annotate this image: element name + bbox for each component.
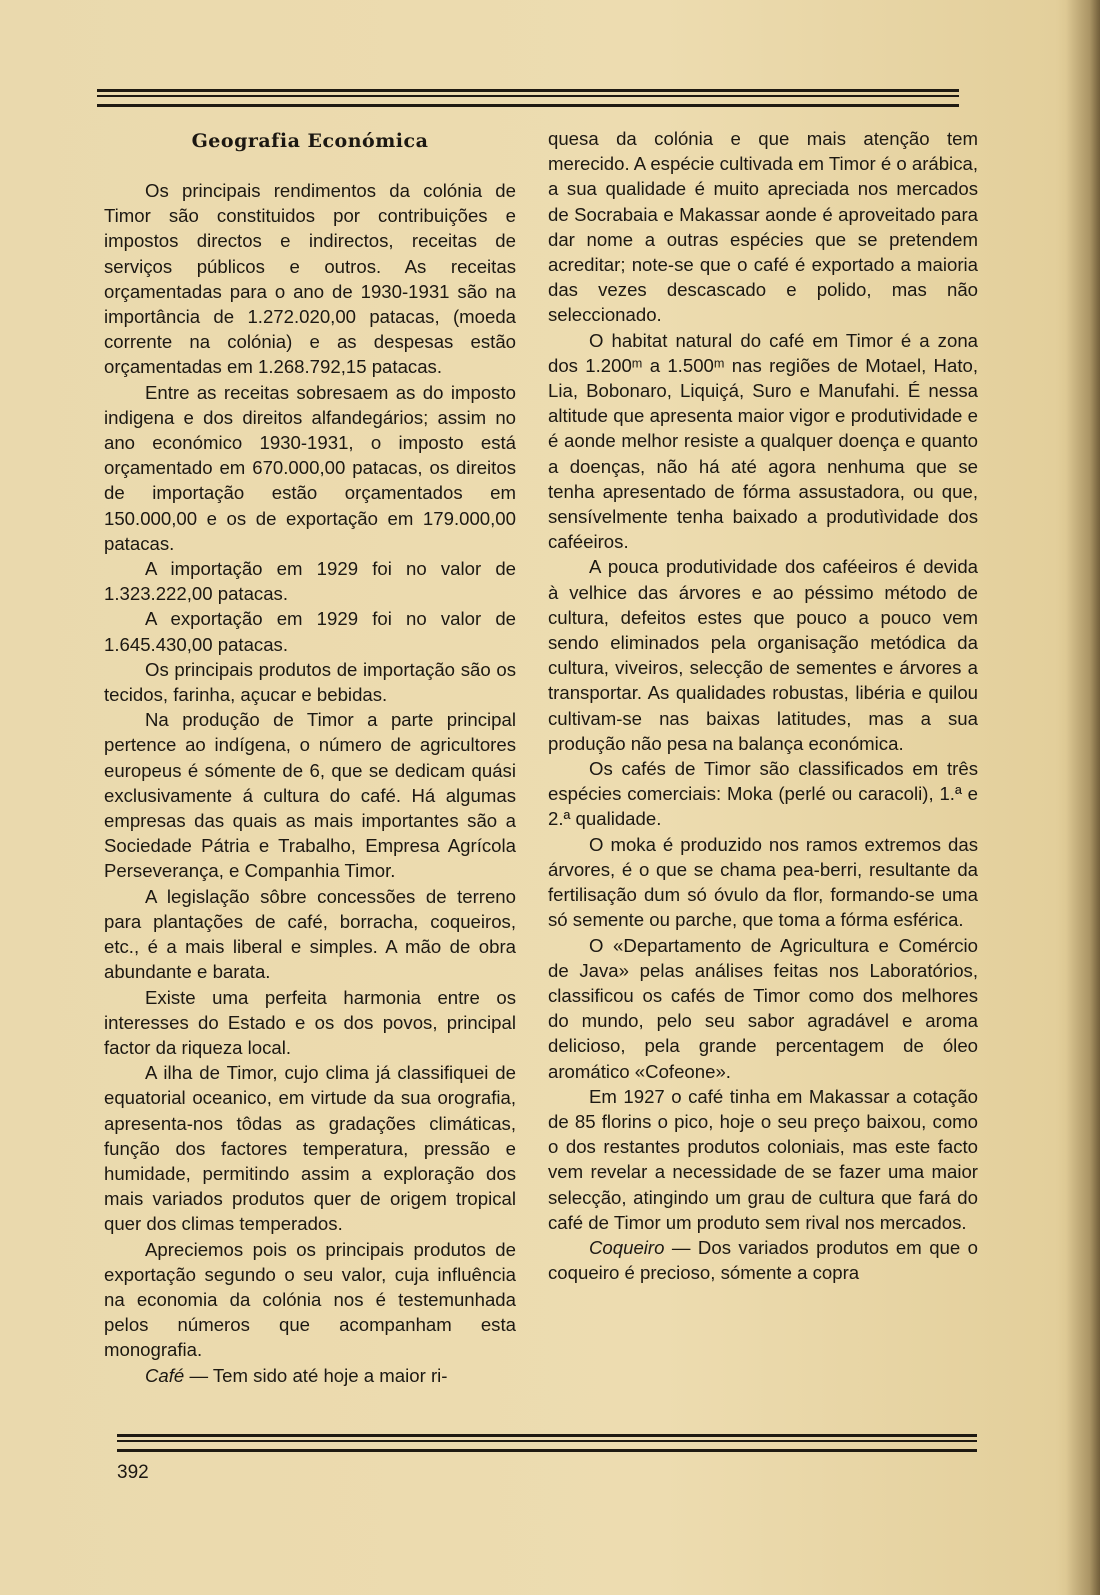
paragraph xyxy=(104,985,516,1061)
paragraph xyxy=(104,657,516,707)
paragraph-text: Apreciemos pois os principais produtos de exportação segundo o seu valor, cuja influência na economia da colónia nos é testemunhada pelos números que acompanham esta monografia. xyxy=(104,1238,516,1361)
page-number: 392 xyxy=(117,1462,149,1483)
paragraph-text: — Tem sido até hoje a maior ri- xyxy=(184,1364,448,1386)
bottom-rule xyxy=(117,1434,977,1452)
paragraph-text: Os cafés de Timor são classificados em três espécies comerciais: Moka (perlé ou caracoli), 1.ª e 2.ª qualidade. xyxy=(548,758,978,830)
paragraph-text: A ilha de Timor, cujo clima já classifiquei de equatorial oceanico, em virtude da sua orografia, apresenta-nos tôdas as gradações climáticas, função dos factores temperatura, pressão e humidade, permitindo assim a exploração dos mais variados produtos quer de origem tropical quer dos climas temperados. xyxy=(104,1062,516,1235)
paragraph-text: O «Departamento de Agricultura e Comércio de Java» pelas análises feitas nos Laboratórios, classificou os cafés de Timor como dos melhores do mundo, pelo seu sabor agradável e aroma delicioso, pela grande percentagem de óleo aromático «Cofeone». xyxy=(548,934,978,1082)
paragraph-text: Os principais rendimentos da colónia de Timor são constituidos por contribuições e impostos directos e indirectos, receitas de serviços públicos e outros. As receitas orçamentadas para o ano de 1930-1931 são na importância de 1.272.020,00 patacas, (moeda corrente na colónia) e as despesas estão orçamentadas em 1.268.792,15 patacas. xyxy=(104,180,516,378)
paragraph xyxy=(104,1237,516,1363)
paragraph xyxy=(548,1084,978,1235)
paragraph xyxy=(104,1363,516,1388)
paragraph xyxy=(548,832,978,933)
section-heading: Geografia Económica xyxy=(191,130,429,152)
paragraph xyxy=(548,1235,978,1285)
paragraph-text: O moka é produzido nos ramos extremos das árvores, é o que se chama pea-berri, resultante da fertilisação dum só óvulo da flor, formando-se uma só semente ou parche, que toma a fórma esférica. xyxy=(548,833,978,931)
paragraph-lead: Coqueiro xyxy=(589,1236,665,1258)
paragraph-text: — Dos variados produtos em que o coqueiro é precioso, sómente a copra xyxy=(548,1236,978,1284)
paragraph-text: Existe uma perfeita harmonia entre os interesses do Estado e os dos povos, principal factor da riqueza local. xyxy=(104,986,516,1058)
paragraph xyxy=(104,178,516,380)
paragraph-continuation xyxy=(548,126,978,328)
paragraph-text: Os principais produtos de importação são os tecidos, farinha, açucar e bebidas. xyxy=(104,658,516,706)
paragraph-text: A pouca produtividade dos caféeiros é devida à velhice das árvores e ao péssimo método de cultura, defeitos estes que pouco a pouco vem sendo eliminados pela organisação metódica da cultura, viveiros, selecção de sementes e árvores a transportar. As qualidades robustas, libéria e quilou cultivam-se nas baixas latitudes, mas a sua produção não pesa na balança económica. xyxy=(548,556,978,754)
right-column xyxy=(548,126,978,1285)
paragraph-text: O habitat natural do café em Timor é a zona dos 1.200ᵐ a 1.500ᵐ nas regiões de Motael, Hato, Lia, Bobonaro, Liquiçá, Suro e Manufahi. É nessa altitude que apresenta maior vigor e produtividade e é aonde melhor resiste a qualquer doença e quanto a doenças, não há até agora nenhuma que se tenha apresentado de fórma assustadora, ou que, sensívelmente tenha baixado a produtìvidade dos caféeiros. xyxy=(548,329,978,553)
top-rule xyxy=(97,89,959,107)
paragraph xyxy=(104,556,516,606)
paragraph xyxy=(548,328,978,555)
paragraph xyxy=(104,1060,516,1236)
paragraph xyxy=(104,884,516,985)
paragraph-text: quesa da colónia e que mais atenção tem merecido. A espécie cultivada em Timor é o arábica, a sua qualidade é muito apreciada nos mercados de Socrabaia e Makassar aonde é aproveitado para dar nome a outras espécies que se pretendem acreditar; note-se que o café é exportado a maioria das vezes descascado e polido, mas não seleccionado. xyxy=(548,128,978,326)
paragraph xyxy=(548,554,978,756)
paragraph xyxy=(104,380,516,556)
page-edge-shadow xyxy=(1066,0,1100,1595)
paragraph xyxy=(548,933,978,1084)
paragraph-text: A legislação sôbre concessões de terreno para plantações de café, borracha, coqueiros, etc., é a mais liberal e simples. A mão de obra abundante e barata. xyxy=(104,885,516,983)
paragraph xyxy=(104,606,516,656)
left-column xyxy=(104,126,516,1388)
paragraph xyxy=(104,707,516,883)
paragraph-text: A exportação em 1929 foi no valor de 1.645.430,00 patacas. xyxy=(104,608,516,655)
paragraph-lead: Café xyxy=(145,1364,185,1386)
paragraph-text: Entre as receitas sobresaem as do imposto indigena e dos direitos alfandegários; assim no ano económico 1930-1931, o imposto está orçamentado em 670.000,00 patacas, os direitos de importação estão orçamentados em 150.000,00 e os de exportação em 179.000,00 patacas. xyxy=(104,381,516,554)
paragraph-text: Em 1927 o café tinha em Makassar a cotação de 85 florins o pico, hoje o seu preço baixou, como o dos restantes produtos coloniais, mas este facto vem revelar a necessidade de se fazer uma maior selecção, atingindo um grau de cultura que fará do café de Timor um produto sem rival nos mercados. xyxy=(548,1085,978,1233)
paragraph-text: A importação em 1929 foi no valor de 1.323.222,00 patacas. xyxy=(104,558,516,605)
paragraph xyxy=(548,756,978,832)
paragraph-text: Na produção de Timor a parte principal pertence ao indígena, o número de agricultores europeus é sómente de 6, que se dedicam quási exclusivamente á cultura do café. Há algumas empresas das quais as mais importantes são a Sociedade Pátria e Trabalho, Empresa Agrícola Perseverança, e Companhia Timor. xyxy=(104,709,516,882)
